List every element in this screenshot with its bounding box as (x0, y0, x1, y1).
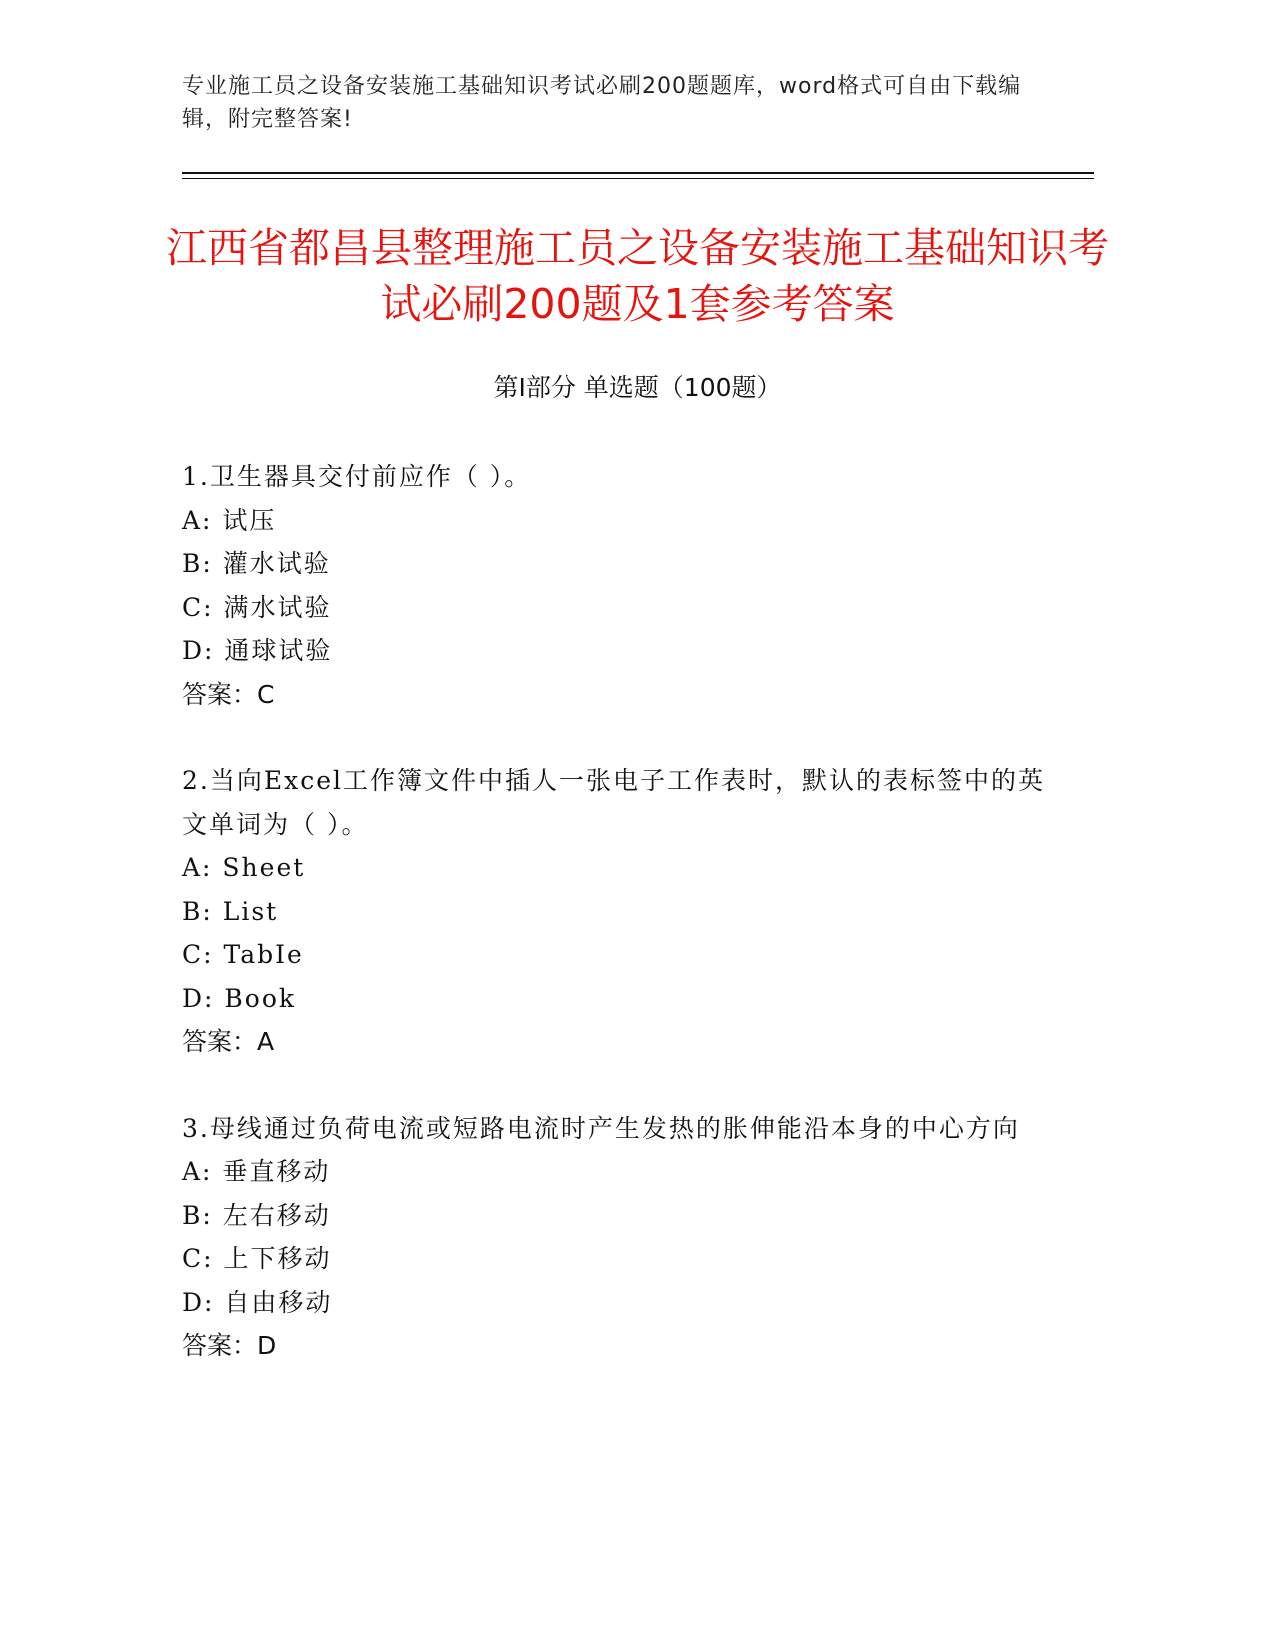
option-d: D: 自由移动 (182, 1287, 333, 1317)
answer: 答案：D (182, 1331, 277, 1360)
header-note: 专业施工员之设备安装施工基础知识考试必刷200题题库，word格式可自由下载编辑，附完整答案! (182, 74, 1022, 132)
question-list (182, 455, 1062, 1411)
question-stem: 1.卫生器具交付前应作（ ）。 (182, 462, 532, 491)
answer: 答案：C (182, 679, 275, 709)
question-stem: 3.母线通过负荷电流或短路电流时产生发热的胀伸能沿本身的中心方向 (182, 1113, 1020, 1143)
question-item (182, 1107, 1062, 1368)
header-divider (182, 172, 1094, 179)
option-a: A: Sheet (182, 853, 306, 882)
option-c: C: TabIe (182, 940, 304, 969)
question-item (182, 455, 1062, 716)
option-a: A: 试压 (182, 505, 277, 535)
option-d: D: 通球试验 (182, 636, 333, 665)
option-b: B: List (182, 896, 279, 926)
answer: 答案：A (182, 1027, 275, 1056)
option-d: D: Book (182, 983, 297, 1013)
document-title: 江西省都昌县整理施工员之设备安装施工基础知识考试必刷200题及1套参考答案 (166, 224, 1109, 328)
option-c: C: 满水试验 (182, 592, 332, 622)
option-b: B: 左右移动 (182, 1200, 331, 1230)
option-c: C: 上下移动 (182, 1244, 332, 1273)
section-title: 第Ⅰ部分 单选题（100题） (493, 373, 782, 402)
option-b: B: 灌水试验 (182, 549, 331, 578)
option-a: A: 垂直移动 (182, 1157, 331, 1186)
question-item (182, 759, 1062, 1064)
question-stem: 2.当向Excel工作簿文件中插人一张电子工作表时，默认的表标签中的英文单词为（ ）。 (182, 766, 1045, 839)
